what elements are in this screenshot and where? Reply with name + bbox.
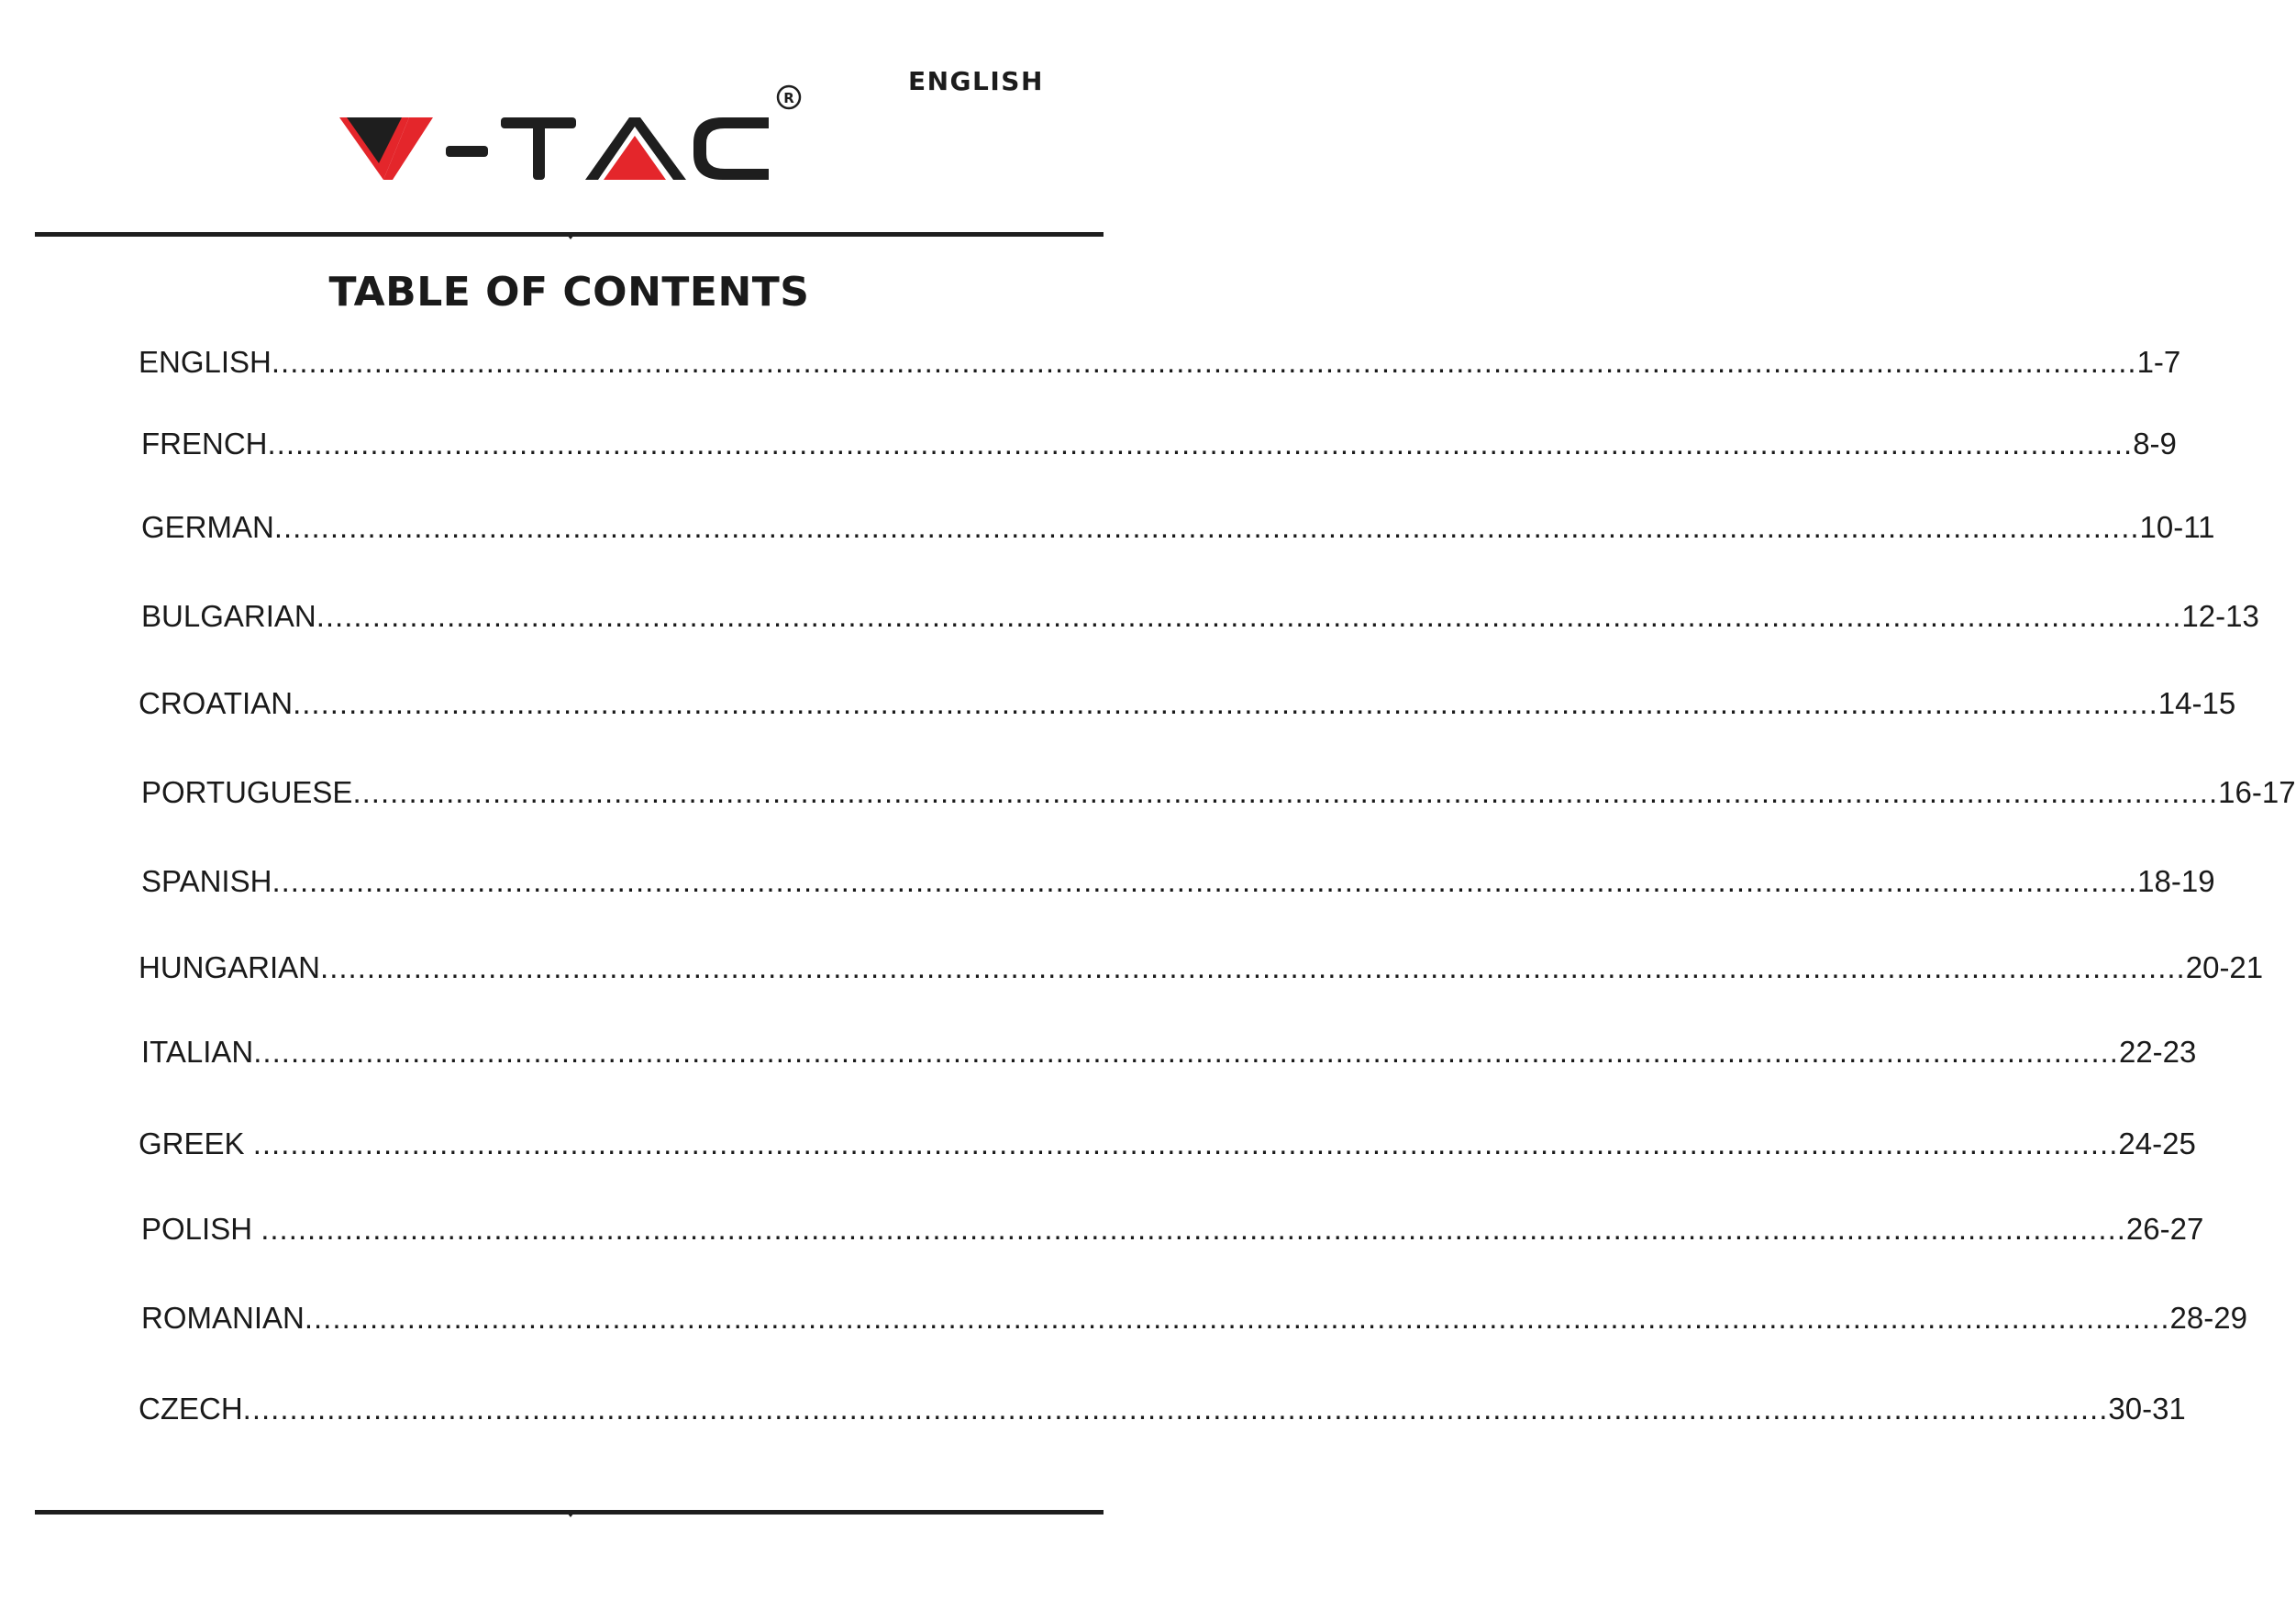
toc-entry-language: BULGARIAN (141, 599, 316, 633)
toc-entry (139, 683, 2236, 724)
toc-leader-dots: ........................................................................................................................................................................................................ (293, 686, 2158, 720)
toc-leader-dots: ........................................................................................................................................................................................................ (304, 1301, 2170, 1335)
toc-entry (141, 596, 2259, 637)
toc-entry (139, 342, 2181, 383)
toc-entry (141, 1209, 2204, 1249)
toc-entry (141, 772, 2296, 813)
toc-leader-dots: ........................................................................................................................................................................................................ (242, 1392, 2109, 1426)
toc-entry-pages: 10-11 (2139, 510, 2215, 544)
toc-entry-pages: 18-19 (2137, 864, 2215, 898)
toc-entry-pages: 16-17 (2218, 775, 2296, 809)
vtac-logo (338, 88, 815, 189)
toc-entry (139, 1124, 2196, 1164)
bottom-divider (35, 1510, 1104, 1515)
toc-entry-language: ROMANIAN (141, 1301, 305, 1335)
toc-leader-dots: ........................................................................................................................................................................................................ (316, 599, 2182, 633)
toc-title: TABLE OF CONTENTS (328, 269, 810, 316)
toc-leader-dots: ........................................................................................................................................................................................................ (261, 1212, 2126, 1246)
language-label: ENGLISH (908, 66, 1044, 96)
toc-entry (139, 948, 2264, 988)
toc-entry (141, 1298, 2247, 1338)
toc-entry-pages: 12-13 (2181, 599, 2259, 633)
toc-entry-language: ITALIAN (141, 1035, 254, 1069)
toc-leader-dots: ........................................................................................................................................................................................................ (271, 345, 2137, 379)
toc-entry-language: GREEK (139, 1126, 253, 1160)
toc-entry (141, 861, 2215, 902)
toc-entry-language: CZECH (139, 1392, 243, 1426)
toc-entry-pages: 22-23 (2118, 1035, 2197, 1069)
toc-entry-language: POLISH (141, 1212, 261, 1246)
toc-entry-pages: 26-27 (2125, 1212, 2204, 1246)
toc-entry (141, 424, 2177, 464)
toc-entry-pages: 28-29 (2169, 1301, 2247, 1335)
toc-leader-dots: ........................................................................................................................................................................................................ (253, 1035, 2119, 1069)
top-divider (35, 232, 1104, 237)
toc-entry-language: SPANISH (141, 864, 272, 898)
toc-leader-dots: ........................................................................................................................................................................................................ (272, 864, 2138, 898)
toc-leader-dots: ........................................................................................................................................................................................................ (352, 775, 2219, 809)
toc-entry-language: PORTUGUESE (141, 775, 353, 809)
toc-entry-pages: 24-25 (2118, 1126, 2196, 1160)
toc-leader-dots: ........................................................................................................................................................................................................ (267, 427, 2134, 461)
toc-entry-pages: 14-15 (2157, 686, 2236, 720)
toc-leader-dots: ........................................................................................................................................................................................................ (252, 1126, 2119, 1160)
toc-entry (139, 1389, 2186, 1429)
toc-entry (141, 1032, 2197, 1072)
toc-entry-language: ENGLISH (139, 345, 272, 379)
toc-entry-pages: 30-31 (2108, 1392, 2186, 1426)
toc-leader-dots: ........................................................................................................................................................................................................ (320, 950, 2186, 984)
toc-leader-dots: ........................................................................................................................................................................................................ (273, 510, 2140, 544)
toc-entry-language: CROATIAN (139, 686, 294, 720)
svg-text:R: R (783, 90, 794, 106)
toc-entry (141, 507, 2215, 548)
toc-entry-language: GERMAN (141, 510, 274, 544)
toc-entry-pages: 8-9 (2133, 427, 2177, 461)
toc-entry-pages: 20-21 (2185, 950, 2264, 984)
toc-entry-language: HUNGARIAN (139, 950, 321, 984)
toc-entry-pages: 1-7 (2136, 345, 2181, 379)
toc-entry-language: FRENCH (141, 427, 268, 461)
